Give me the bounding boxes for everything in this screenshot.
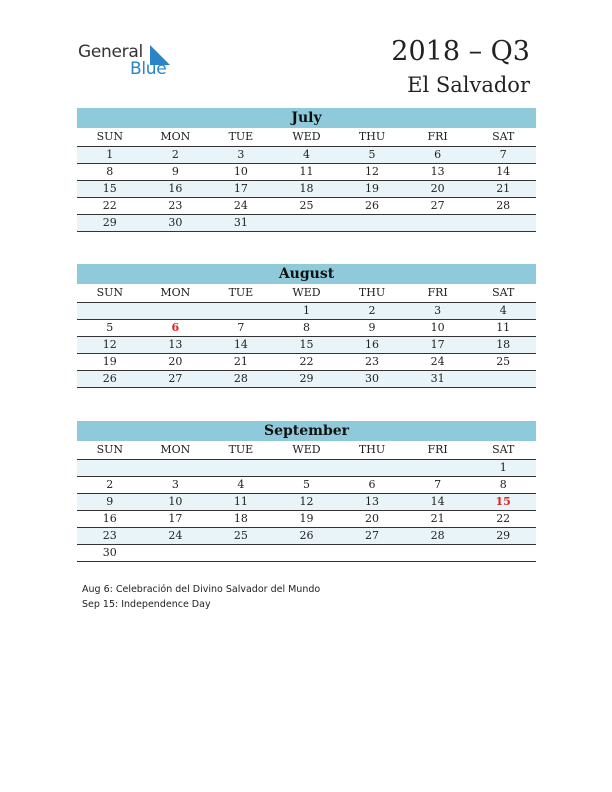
empty-day-cell	[143, 460, 209, 477]
week-row	[77, 511, 536, 528]
day-cell: 25	[274, 198, 340, 215]
empty-day-cell	[274, 460, 340, 477]
empty-day-cell	[405, 215, 471, 232]
day-cell: 11	[208, 494, 274, 511]
empty-day-cell	[339, 215, 405, 232]
empty-day-cell	[405, 545, 471, 562]
day-cell: 16	[143, 181, 209, 198]
empty-day-cell	[470, 215, 536, 232]
empty-day-cell	[470, 545, 536, 562]
day-cell: 30	[339, 371, 405, 388]
weekday-header: SAT	[470, 284, 536, 303]
day-cell: 9	[77, 494, 143, 511]
day-cell: 29	[77, 215, 143, 232]
day-cell: 21	[208, 354, 274, 371]
day-cell: 31	[405, 371, 471, 388]
day-cell: 18	[208, 511, 274, 528]
day-cell: 2	[77, 477, 143, 494]
empty-day-cell	[405, 460, 471, 477]
week-row	[77, 460, 536, 477]
day-cell: 29	[470, 528, 536, 545]
month-title: July	[77, 108, 536, 128]
day-cell: 21	[405, 511, 471, 528]
day-cell: 12	[339, 164, 405, 181]
day-cell: 12	[77, 337, 143, 354]
week-row	[77, 164, 536, 181]
empty-day-cell	[77, 303, 143, 320]
holiday-day-cell: 15	[470, 494, 536, 511]
day-cell: 7	[405, 477, 471, 494]
weekday-header: WED	[274, 128, 340, 147]
day-cell: 26	[274, 528, 340, 545]
day-cell: 20	[405, 181, 471, 198]
day-cell: 9	[143, 164, 209, 181]
weekday-header: WED	[274, 284, 340, 303]
day-cell: 18	[470, 337, 536, 354]
calendar-grid	[77, 441, 536, 562]
day-cell: 29	[274, 371, 340, 388]
empty-day-cell	[208, 460, 274, 477]
weekday-header: FRI	[405, 441, 471, 460]
day-cell: 22	[274, 354, 340, 371]
empty-day-cell	[339, 545, 405, 562]
day-cell: 27	[143, 371, 209, 388]
week-row	[77, 354, 536, 371]
weekday-header: MON	[143, 128, 209, 147]
day-cell: 21	[470, 181, 536, 198]
day-cell: 14	[208, 337, 274, 354]
day-cell: 7	[470, 147, 536, 164]
weekday-header: TUE	[208, 441, 274, 460]
empty-day-cell	[143, 303, 209, 320]
day-cell: 12	[274, 494, 340, 511]
logo-blue-text: Blue	[130, 59, 167, 79]
day-cell: 19	[274, 511, 340, 528]
day-cell: 3	[405, 303, 471, 320]
empty-day-cell	[274, 215, 340, 232]
day-cell: 14	[405, 494, 471, 511]
weekday-header: MON	[143, 284, 209, 303]
day-cell: 13	[339, 494, 405, 511]
day-cell: 22	[470, 511, 536, 528]
day-cell: 2	[339, 303, 405, 320]
day-cell: 1	[470, 460, 536, 477]
day-cell: 28	[470, 198, 536, 215]
holiday-note: Aug 6: Celebración del Divino Salvador del Mundo	[82, 584, 321, 595]
empty-day-cell	[208, 303, 274, 320]
day-cell: 31	[208, 215, 274, 232]
holiday-notes	[82, 582, 320, 612]
day-cell: 27	[339, 528, 405, 545]
day-cell: 2	[143, 147, 209, 164]
day-cell: 17	[208, 181, 274, 198]
week-row	[77, 198, 536, 215]
country-subtitle: El Salvador	[407, 73, 530, 97]
month-title: August	[77, 264, 536, 284]
empty-day-cell	[470, 371, 536, 388]
empty-day-cell	[208, 545, 274, 562]
day-cell: 15	[274, 337, 340, 354]
weekday-header: TUE	[208, 284, 274, 303]
week-row	[77, 337, 536, 354]
day-cell: 22	[77, 198, 143, 215]
day-cell: 19	[77, 354, 143, 371]
month-september	[77, 421, 536, 562]
day-cell: 4	[470, 303, 536, 320]
weekday-header: MON	[143, 441, 209, 460]
week-row	[77, 545, 536, 562]
day-cell: 20	[143, 354, 209, 371]
day-cell: 19	[339, 181, 405, 198]
week-row	[77, 528, 536, 545]
day-cell: 17	[143, 511, 209, 528]
day-cell: 8	[470, 477, 536, 494]
day-cell: 26	[339, 198, 405, 215]
day-cell: 14	[470, 164, 536, 181]
day-cell: 10	[208, 164, 274, 181]
day-cell: 24	[143, 528, 209, 545]
weekday-header: TUE	[208, 128, 274, 147]
day-cell: 30	[77, 545, 143, 562]
day-cell: 26	[77, 371, 143, 388]
day-cell: 6	[405, 147, 471, 164]
day-cell: 3	[143, 477, 209, 494]
weekday-header: WED	[274, 441, 340, 460]
weekday-header: THU	[339, 284, 405, 303]
day-cell: 3	[208, 147, 274, 164]
day-cell: 13	[143, 337, 209, 354]
empty-day-cell	[77, 460, 143, 477]
week-row	[77, 494, 536, 511]
week-row	[77, 215, 536, 232]
empty-day-cell	[339, 460, 405, 477]
day-cell: 6	[339, 477, 405, 494]
weekday-header: SUN	[77, 284, 143, 303]
empty-day-cell	[143, 545, 209, 562]
day-cell: 11	[274, 164, 340, 181]
day-cell: 15	[77, 181, 143, 198]
weekday-header: SAT	[470, 128, 536, 147]
day-cell: 24	[405, 354, 471, 371]
weekday-header: SUN	[77, 128, 143, 147]
day-cell: 4	[274, 147, 340, 164]
day-cell: 8	[274, 320, 340, 337]
day-cell: 5	[339, 147, 405, 164]
week-row	[77, 320, 536, 337]
calendar-grid	[77, 284, 536, 388]
day-cell: 25	[470, 354, 536, 371]
day-cell: 16	[339, 337, 405, 354]
weekday-header: THU	[339, 441, 405, 460]
page-title: 2018 – Q3	[391, 36, 530, 67]
day-cell: 13	[405, 164, 471, 181]
day-cell: 1	[77, 147, 143, 164]
week-row	[77, 371, 536, 388]
day-cell: 25	[208, 528, 274, 545]
logo-general-text: General	[78, 42, 143, 62]
weekday-header: SAT	[470, 441, 536, 460]
week-row	[77, 147, 536, 164]
month-august	[77, 264, 536, 388]
day-cell: 17	[405, 337, 471, 354]
day-cell: 10	[405, 320, 471, 337]
day-cell: 5	[274, 477, 340, 494]
day-cell: 4	[208, 477, 274, 494]
day-cell: 23	[339, 354, 405, 371]
weekday-header: SUN	[77, 441, 143, 460]
generalblue-logo	[78, 42, 178, 80]
month-july	[77, 108, 536, 232]
day-cell: 18	[274, 181, 340, 198]
day-cell: 5	[77, 320, 143, 337]
day-cell: 11	[470, 320, 536, 337]
holiday-note: Sep 15: Independence Day	[82, 599, 211, 610]
day-cell: 28	[208, 371, 274, 388]
day-cell: 28	[405, 528, 471, 545]
holiday-day-cell: 6	[143, 320, 209, 337]
empty-day-cell	[274, 545, 340, 562]
day-cell: 16	[77, 511, 143, 528]
day-cell: 10	[143, 494, 209, 511]
calendar-grid	[77, 128, 536, 232]
day-cell: 20	[339, 511, 405, 528]
day-cell: 7	[208, 320, 274, 337]
day-cell: 24	[208, 198, 274, 215]
week-row	[77, 477, 536, 494]
day-cell: 27	[405, 198, 471, 215]
day-cell: 1	[274, 303, 340, 320]
week-row	[77, 303, 536, 320]
weekday-header: FRI	[405, 284, 471, 303]
day-cell: 23	[143, 198, 209, 215]
weekday-header: THU	[339, 128, 405, 147]
day-cell: 9	[339, 320, 405, 337]
weekday-header: FRI	[405, 128, 471, 147]
month-title: September	[77, 421, 536, 441]
day-cell: 30	[143, 215, 209, 232]
day-cell: 23	[77, 528, 143, 545]
day-cell: 8	[77, 164, 143, 181]
week-row	[77, 181, 536, 198]
